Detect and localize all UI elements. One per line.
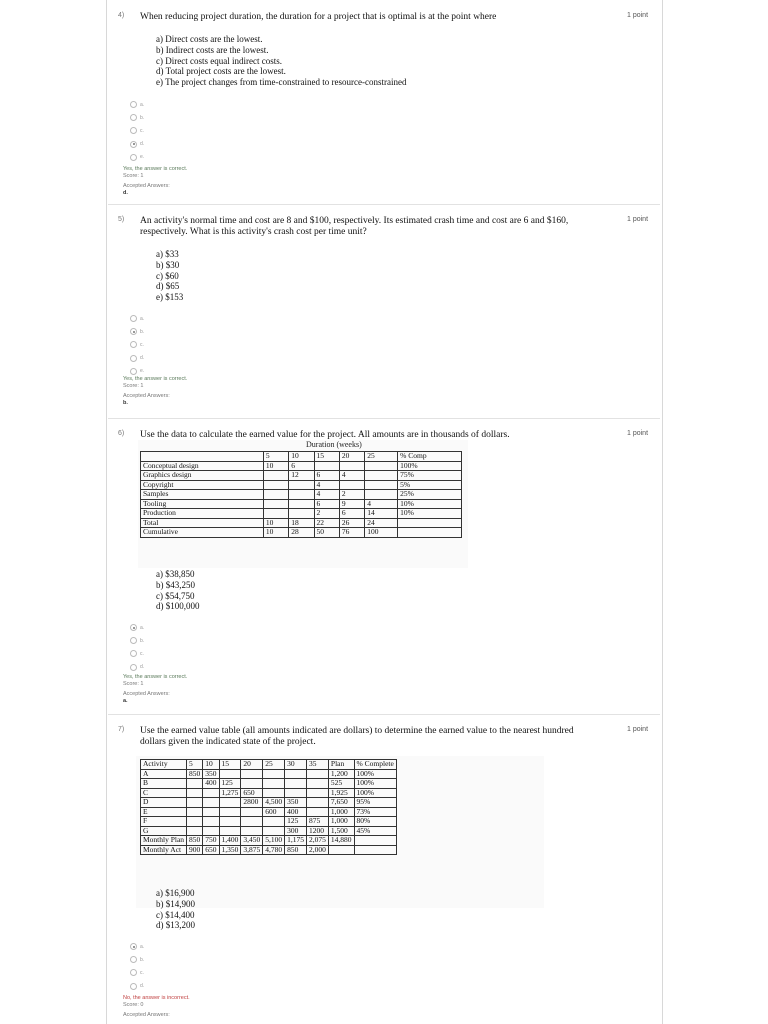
table-cell [307, 807, 329, 817]
table-cell: Tooling [141, 499, 264, 509]
option-text: b) $43,250 [156, 579, 195, 590]
table-cell: 25% [398, 490, 462, 500]
table-cell [187, 817, 203, 827]
answer-option-b[interactable]: b. [130, 634, 144, 647]
question-number: 6) [118, 430, 125, 437]
table-row [141, 779, 397, 789]
table-row [141, 528, 462, 538]
table-cell: 5 [263, 452, 288, 462]
table-cell: E [141, 807, 187, 817]
table-cell: 14,880 [328, 836, 354, 846]
table-cell [219, 807, 241, 817]
radio-icon[interactable] [130, 664, 137, 671]
answer-feedback [123, 995, 190, 1019]
accepted-answer-value: b. [123, 400, 128, 406]
answer-radio-group [130, 940, 144, 993]
answer-option-b[interactable]: b. [130, 111, 144, 124]
table-cell: 7,650 [328, 798, 354, 808]
table-cell: 650 [241, 788, 263, 798]
accepted-answers-label: Accepted Answers: [123, 1012, 170, 1018]
radio-icon[interactable] [130, 368, 137, 375]
table-cell: 4 [339, 471, 364, 481]
table-cell [219, 817, 241, 827]
table-cell [289, 490, 314, 500]
table-cell [219, 826, 241, 836]
radio-icon[interactable] [130, 114, 137, 121]
table-cell: 25 [365, 452, 398, 462]
table-cell: 400 [285, 807, 307, 817]
table-cell [365, 471, 398, 481]
table-cell [263, 817, 285, 827]
option-list [156, 569, 200, 612]
table-row [141, 788, 397, 798]
table-cell [307, 798, 329, 808]
table-row [141, 817, 397, 827]
answer-option-e[interactable]: e. [130, 365, 144, 378]
table-cell [365, 480, 398, 490]
option-text: c) Direct costs equal indirect costs. [156, 55, 282, 66]
table-cell: 5,100 [263, 836, 285, 846]
table-cell: 2,000 [307, 845, 329, 855]
table-cell: % Complete [354, 760, 396, 770]
table-cell [263, 480, 288, 490]
table-row [141, 845, 397, 855]
radio-icon[interactable] [130, 983, 137, 990]
answer-option-a[interactable]: a. [130, 312, 144, 325]
option-text: b) $30 [156, 259, 180, 270]
table-cell [339, 480, 364, 490]
option-text: d) Total project costs are the lowest. [156, 66, 286, 77]
earned-value-table [140, 451, 462, 538]
accepted-answer-value: d. [123, 190, 128, 196]
table-cell [187, 807, 203, 817]
table-cell [187, 779, 203, 789]
table-row [141, 769, 397, 779]
feedback-score: Score: 0 [123, 1002, 144, 1008]
table-cell: 875 [307, 817, 329, 827]
table-cell: Plan [328, 760, 354, 770]
table-cell [219, 769, 241, 779]
answer-radio-group [130, 98, 144, 164]
table-cell [203, 788, 219, 798]
answer-option-a[interactable]: a. [130, 621, 144, 634]
table-cell [203, 817, 219, 827]
table-cell: 95% [354, 798, 396, 808]
table-cell [241, 779, 263, 789]
answer-radio-group [130, 312, 144, 378]
answer-option-c[interactable]: c. [130, 647, 144, 660]
radio-icon[interactable] [130, 341, 137, 348]
table-cell: 125 [219, 779, 241, 789]
answer-feedback [123, 166, 187, 197]
feedback-score: Score: 1 [123, 681, 144, 687]
answer-radio-group [130, 621, 144, 674]
answer-option-a[interactable]: a. [130, 940, 144, 953]
table-cell: 6 [339, 509, 364, 519]
table-cell: 10 [203, 760, 219, 770]
question-number: 5) [118, 216, 125, 223]
answer-feedback [123, 674, 187, 705]
earned-value-table-box [136, 756, 544, 908]
left-border [106, 0, 107, 1024]
table-cell: 525 [328, 779, 354, 789]
table-cell [398, 528, 462, 538]
question-divider [108, 204, 660, 205]
table-cell [203, 826, 219, 836]
answer-option-c[interactable]: c. [130, 966, 144, 979]
table-cell: 5% [398, 480, 462, 490]
radio-icon[interactable] [130, 969, 137, 976]
table-cell [241, 769, 263, 779]
option-text: d) $65 [156, 281, 180, 292]
table-cell: 18 [289, 518, 314, 528]
table-cell: 4 [314, 480, 339, 490]
table-cell: Total [141, 518, 264, 528]
table-cell: 2800 [241, 798, 263, 808]
question-text: When reducing project duration, the duration for a project that is optimal is at the point where [140, 12, 497, 22]
question-number: 4) [118, 12, 125, 19]
table-cell: 22 [314, 518, 339, 528]
answer-option-a[interactable]: a. [130, 98, 144, 111]
table-cell: 100% [354, 779, 396, 789]
table-cell: 350 [285, 798, 307, 808]
table-cell [328, 845, 354, 855]
answer-option-d[interactable]: d. [130, 138, 144, 151]
table-cell: 100% [354, 788, 396, 798]
question-points: 1 point [627, 12, 649, 19]
table-cell: 12 [289, 471, 314, 481]
table-cell: Graphics design [141, 471, 264, 481]
radio-icon[interactable] [130, 127, 137, 134]
question-divider [108, 714, 660, 715]
table-cell: 80% [354, 817, 396, 827]
question-text: Use the data to calculate the earned value for the project. All amounts are in thousands of dollars. [140, 430, 510, 440]
question-points: 1 point [627, 726, 649, 733]
question-text: Use the earned value table (all amounts indicated are dollars) to determine the earned value to the nearest hundred dollars given the indicated state of the project. [140, 726, 574, 747]
accepted-answers-label: Accepted Answers: [123, 691, 170, 697]
table-row [141, 836, 397, 846]
radio-icon[interactable] [130, 956, 137, 963]
radio-icon[interactable] [130, 315, 137, 322]
option-text: a) $38,850 [156, 569, 195, 579]
table-cell [203, 798, 219, 808]
table-cell: 5 [187, 760, 203, 770]
table-row [141, 518, 462, 528]
table-cell: 9 [339, 499, 364, 509]
feedback-status: No, the answer is incorrect. [123, 995, 190, 1001]
table-cell: 850 [285, 845, 307, 855]
table-cell: B [141, 779, 187, 789]
table-cell: 300 [285, 826, 307, 836]
table-cell [339, 461, 364, 471]
table-row [141, 509, 462, 519]
table-cell [263, 769, 285, 779]
feedback-score: Score: 1 [123, 383, 144, 389]
table-cell: 1,500 [328, 826, 354, 836]
table-cell: 10% [398, 509, 462, 519]
option-text: e) The project changes from time-constrained to resource-constrained [156, 77, 407, 88]
question-divider [108, 418, 660, 419]
table-cell: 1,925 [328, 788, 354, 798]
table-cell [241, 817, 263, 827]
table-cell: 125 [285, 817, 307, 827]
table-cell: 1,350 [219, 845, 241, 855]
table-cell: Samples [141, 490, 264, 500]
table-cell [307, 779, 329, 789]
answer-option-d[interactable]: d. [130, 661, 144, 674]
option-text: b) $14,900 [156, 898, 195, 909]
table-cell: 1,275 [219, 788, 241, 798]
table-cell: 10 [263, 461, 288, 471]
table-cell: 10 [289, 452, 314, 462]
table-cell: 30 [285, 760, 307, 770]
table-cell: 10 [263, 528, 288, 538]
table-cell: 2 [339, 490, 364, 500]
answer-option-b[interactable]: b. [130, 953, 144, 966]
table-cell [354, 845, 396, 855]
radio-icon[interactable] [130, 101, 137, 108]
table-cell: 28 [289, 528, 314, 538]
table-cell: 650 [203, 845, 219, 855]
table-cell: 10 [263, 518, 288, 528]
option-text: e) $153 [156, 292, 184, 303]
answer-option-b[interactable]: b. [130, 325, 144, 338]
table-cell [263, 788, 285, 798]
feedback-score: Score: 1 [123, 173, 144, 179]
table-row [141, 798, 397, 808]
table-cell: Conceptual design [141, 461, 264, 471]
feedback-status: Yes, the answer is correct. [123, 376, 188, 382]
table-cell: 14 [365, 509, 398, 519]
table-row [141, 499, 462, 509]
table-cell [354, 836, 396, 846]
table-cell [398, 518, 462, 528]
table-cell [263, 490, 288, 500]
table-cell [307, 788, 329, 798]
table-cell [289, 480, 314, 490]
accepted-answers-label: Accepted Answers: [123, 183, 170, 189]
table-cell: A [141, 769, 187, 779]
table-cell: 3,450 [241, 836, 263, 846]
table-cell: 10% [398, 499, 462, 509]
option-text: d) $13,200 [156, 920, 195, 931]
option-text: c) $14,400 [156, 909, 195, 920]
table-cell [241, 826, 263, 836]
earned-value-table-box [138, 440, 468, 568]
table-cell: Copyright [141, 480, 264, 490]
earned-value-table [140, 759, 397, 855]
table-cell [314, 461, 339, 471]
table-cell [263, 471, 288, 481]
answer-option-e[interactable]: e. [130, 151, 144, 164]
table-cell [365, 490, 398, 500]
table-cell: 1,200 [328, 769, 354, 779]
table-cell [263, 499, 288, 509]
table-cell: 100% [398, 461, 462, 471]
table-cell [187, 788, 203, 798]
answer-feedback [123, 376, 187, 407]
question-points: 1 point [627, 216, 649, 223]
table-cell: 4,500 [263, 798, 285, 808]
feedback-status: Yes, the answer is correct. [123, 166, 188, 172]
table-row [141, 480, 462, 490]
table-row [141, 490, 462, 500]
table-cell: Monthly Plan [141, 836, 187, 846]
table-cell: C [141, 788, 187, 798]
table-row [141, 826, 397, 836]
table-cell: 1,000 [328, 807, 354, 817]
table-cell: F [141, 817, 187, 827]
table-cell: 24 [365, 518, 398, 528]
table-cell [307, 769, 329, 779]
table-cell: Monthly Act [141, 845, 187, 855]
right-border [662, 0, 663, 1024]
table-cell: 6 [289, 461, 314, 471]
table-cell: 45% [354, 826, 396, 836]
radio-selected-icon[interactable] [130, 328, 137, 335]
table-cell: 35 [307, 760, 329, 770]
feedback-status: Yes, the answer is correct. [123, 674, 188, 680]
accepted-answer-value: a. [123, 698, 128, 704]
option-text: c) $60 [156, 270, 179, 281]
table-cell [285, 788, 307, 798]
table-cell [285, 769, 307, 779]
question-text: An activity's normal time and cost are 8 and $100, respectively. Its estimated crash time and cost are 6 and $160, respectively. What is this activity's crash cost per time unit? [140, 216, 569, 237]
table-cell: 1,175 [285, 836, 307, 846]
radio-selected-icon[interactable] [130, 943, 137, 950]
radio-icon[interactable] [130, 154, 137, 161]
table-cell: G [141, 826, 187, 836]
table-cell [365, 461, 398, 471]
table-cell: 4 [365, 499, 398, 509]
table-header-row [141, 452, 462, 462]
table-cell [289, 499, 314, 509]
table-cell: 73% [354, 807, 396, 817]
table-cell [285, 779, 307, 789]
answer-option-d[interactable]: d. [130, 352, 144, 365]
table-cell: 350 [203, 769, 219, 779]
table-cell: D [141, 798, 187, 808]
table-cell [203, 807, 219, 817]
radio-selected-icon[interactable] [130, 624, 137, 631]
radio-icon[interactable] [130, 355, 137, 362]
table-header-row [141, 760, 397, 770]
table-cell: 50 [314, 528, 339, 538]
table-cell: 15 [219, 760, 241, 770]
table-cell [289, 509, 314, 519]
radio-icon[interactable] [130, 650, 137, 657]
table-cell [187, 826, 203, 836]
option-list [156, 249, 183, 303]
table-row [141, 807, 397, 817]
table-row [141, 471, 462, 481]
table-cell: 900 [187, 845, 203, 855]
option-text: a) $33 [156, 249, 179, 259]
table-cell: 20 [241, 760, 263, 770]
answer-option-c[interactable]: c. [130, 338, 144, 351]
table-cell: Cumulative [141, 528, 264, 538]
option-text: d) $100,000 [156, 601, 200, 612]
table-cell: Production [141, 509, 264, 519]
table-cell [241, 807, 263, 817]
table-cell [187, 798, 203, 808]
option-text: a) Direct costs are the lowest. [156, 34, 263, 44]
table-cell [263, 779, 285, 789]
table-cell [141, 452, 264, 462]
table-cell: 4 [314, 490, 339, 500]
table-cell: 2 [314, 509, 339, 519]
table-cell: 400 [203, 779, 219, 789]
table-cell: 850 [187, 836, 203, 846]
table-cell: 76 [339, 528, 364, 538]
table-cell: 1,000 [328, 817, 354, 827]
option-text: c) $54,750 [156, 590, 195, 601]
table-cell [263, 826, 285, 836]
table-cell: 25 [263, 760, 285, 770]
table-cell: 3,875 [241, 845, 263, 855]
table-cell: 750 [203, 836, 219, 846]
table-cell: 600 [263, 807, 285, 817]
table-cell: 15 [314, 452, 339, 462]
table-caption: Duration (weeks) [306, 440, 362, 449]
table-cell: 6 [314, 499, 339, 509]
radio-icon[interactable] [130, 637, 137, 644]
question-points: 1 point [627, 430, 649, 437]
table-cell: 100 [365, 528, 398, 538]
answer-option-c[interactable]: c. [130, 124, 144, 137]
table-cell: 26 [339, 518, 364, 528]
table-cell: 1200 [307, 826, 329, 836]
option-text: a) $16,900 [156, 888, 195, 898]
option-text: b) Indirect costs are the lowest. [156, 44, 269, 55]
table-cell: 100% [354, 769, 396, 779]
table-cell: 6 [314, 471, 339, 481]
table-cell: 20 [339, 452, 364, 462]
question-number: 7) [118, 726, 125, 733]
table-cell: 2,075 [307, 836, 329, 846]
option-list [156, 34, 406, 88]
accepted-answers-label: Accepted Answers: [123, 393, 170, 399]
table-row [141, 461, 462, 471]
table-cell: 4,780 [263, 845, 285, 855]
table-cell [263, 509, 288, 519]
table-cell: 75% [398, 471, 462, 481]
table-cell [219, 798, 241, 808]
table-cell: % Comp [398, 452, 462, 462]
option-list [156, 888, 195, 931]
answer-option-d[interactable]: d. [130, 980, 144, 993]
radio-selected-icon[interactable] [130, 141, 137, 148]
table-cell: Activity [141, 760, 187, 770]
table-cell: 850 [187, 769, 203, 779]
table-cell: 1,400 [219, 836, 241, 846]
